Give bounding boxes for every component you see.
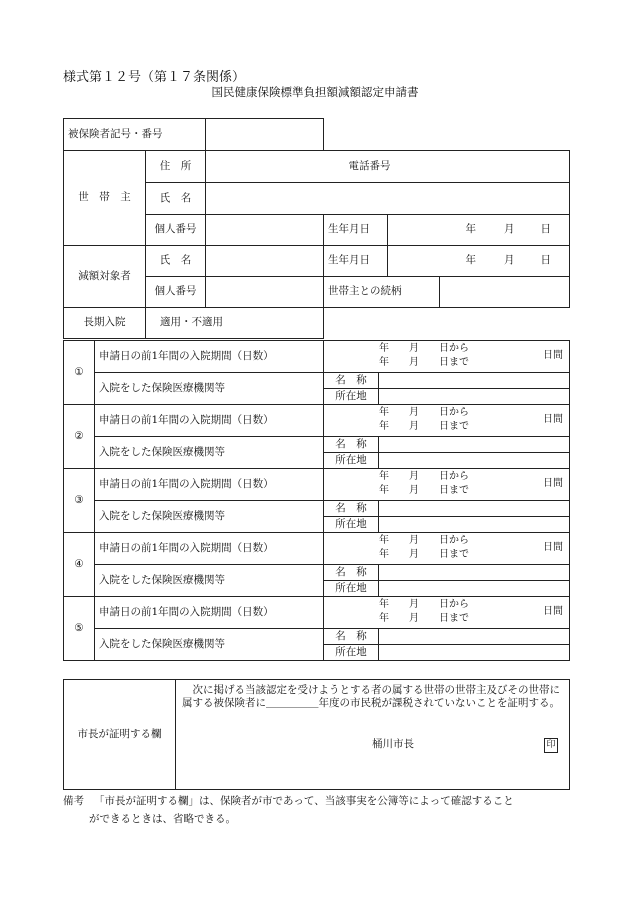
mayor-name: 桶川市長: [372, 738, 414, 751]
phone-label: 電話番号: [348, 159, 391, 172]
institution-address-field[interactable]: [379, 389, 570, 405]
period-to: 年 月 日まで: [379, 357, 469, 368]
institution-label: 入院をした保険医療機関等: [95, 629, 324, 661]
institution-name-label: 名 称: [324, 565, 379, 581]
householder-address-field[interactable]: [206, 151, 570, 183]
target-birth-field[interactable]: [388, 246, 570, 277]
institution-address-label: 所在地: [324, 645, 379, 661]
form-title: 国民健康保険標準負担額減額認定申請書: [211, 85, 419, 99]
period-to: 年 月 日まで: [379, 485, 469, 496]
period-field[interactable]: [324, 533, 570, 565]
institution-label: 入院をした保険医療機関等: [95, 565, 324, 597]
institution-address-field[interactable]: [379, 517, 570, 533]
period-field[interactable]: [324, 341, 570, 373]
householder-label: 世 帯 主: [64, 151, 146, 246]
householder-name-field[interactable]: [206, 183, 570, 215]
period-field[interactable]: [324, 597, 570, 629]
householder-address-label: 住 所: [146, 151, 206, 183]
row-number: ④: [64, 533, 95, 597]
birth-month-unit: 月: [504, 223, 515, 236]
certification-text-1: 次に掲げる当該認定を受けようとする者の属する世帯の世帯主及びその世帯に属する被保険者に: [182, 684, 560, 710]
remarks: [63, 793, 573, 829]
period-field[interactable]: [324, 469, 570, 501]
target-person-label: 減額対象者: [64, 246, 146, 308]
period-from: 年 月 日から: [379, 535, 469, 546]
householder-birth-label: 生年月日: [324, 215, 388, 246]
fiscal-year-blank[interactable]: ＿＿＿＿＿: [266, 697, 319, 710]
institution-address-label: 所在地: [324, 517, 379, 533]
institution-name-field[interactable]: [379, 437, 570, 453]
hospital-stay-table: [63, 340, 570, 661]
institution-address-field[interactable]: [379, 453, 570, 469]
period-to: 年 月 日まで: [379, 613, 469, 624]
institution-label: 入院をした保険医療機関等: [95, 501, 324, 533]
period-from: 年 月 日から: [379, 471, 469, 482]
birth-day-unit: 日: [540, 254, 552, 267]
period-days: 日間: [543, 542, 563, 553]
birth-day-unit: 日: [540, 223, 552, 236]
target-birth-label: 生年月日: [324, 246, 388, 277]
period-field[interactable]: [324, 405, 570, 437]
birth-year-unit: 年: [465, 254, 477, 267]
insured-number-field[interactable]: [206, 119, 324, 151]
seal-mark: 印: [544, 738, 558, 753]
period-label: 申請日の前1年間の入院期間（日数）: [95, 341, 324, 373]
institution-address-field[interactable]: [379, 581, 570, 597]
period-from: 年 月 日から: [379, 599, 469, 610]
remarks-line-2: ができるときは、省略できる。: [89, 812, 236, 825]
long-stay-label: 長期入院: [64, 308, 146, 339]
period-from: 年 月 日から: [379, 343, 469, 354]
target-personal-number-label: 個人番号: [146, 277, 206, 308]
row-number: ③: [64, 469, 95, 533]
period-from: 年 月 日から: [379, 407, 469, 418]
institution-name-field[interactable]: [379, 629, 570, 645]
certification-text-2: 年度の市民税が課税されていないことを証明する。: [318, 697, 560, 710]
row-number: ⑤: [64, 597, 95, 661]
period-label: 申請日の前1年間の入院期間（日数）: [95, 469, 324, 501]
period-label: 申請日の前1年間の入院期間（日数）: [95, 405, 324, 437]
remarks-line-1: 「市長が証明する欄」は、保険者が市であって、当該事実を公簿等によって確認すること: [94, 795, 514, 807]
institution-address-label: 所在地: [324, 389, 379, 405]
institution-name-label: 名 称: [324, 629, 379, 645]
householder-personal-number-label: 個人番号: [146, 215, 206, 246]
certification-label: 市長が証明する欄: [64, 680, 176, 790]
householder-birth-field[interactable]: [388, 215, 570, 246]
remarks-label: 備考: [63, 795, 84, 807]
relation-label: 世帯主との続柄: [324, 277, 440, 308]
birth-month-unit: 月: [504, 254, 515, 267]
target-personal-number-field[interactable]: [206, 277, 324, 308]
period-days: 日間: [543, 606, 563, 617]
period-days: 日間: [543, 350, 563, 361]
institution-name-label: 名 称: [324, 437, 379, 453]
institution-address-field[interactable]: [379, 645, 570, 661]
period-days: 日間: [543, 414, 563, 425]
target-name-label: 氏 名: [146, 246, 206, 277]
institution-name-field[interactable]: [379, 565, 570, 581]
target-name-field[interactable]: [206, 246, 324, 277]
householder-name-label: 氏 名: [146, 183, 206, 215]
relation-field[interactable]: [440, 277, 570, 308]
period-label: 申請日の前1年間の入院期間（日数）: [95, 597, 324, 629]
period-to: 年 月 日まで: [379, 421, 469, 432]
certification-table: [63, 679, 570, 790]
application-table: [63, 118, 570, 339]
certification-body: [176, 680, 570, 790]
period-days: 日間: [543, 478, 563, 489]
householder-personal-number-field[interactable]: [206, 215, 324, 246]
institution-name-field[interactable]: [379, 373, 570, 389]
institution-name-label: 名 称: [324, 501, 379, 517]
long-stay-option[interactable]: 適用・不適用: [160, 316, 223, 329]
institution-label: 入院をした保険医療機関等: [95, 437, 324, 469]
period-label: 申請日の前1年間の入院期間（日数）: [95, 533, 324, 565]
institution-name-label: 名 称: [324, 373, 379, 389]
birth-year-unit: 年: [465, 223, 477, 236]
form-number: 様式第１２号（第１７条関係）: [63, 70, 246, 85]
row-number: ①: [64, 341, 95, 405]
institution-address-label: 所在地: [324, 453, 379, 469]
institution-label: 入院をした保険医療機関等: [95, 373, 324, 405]
institution-name-field[interactable]: [379, 501, 570, 517]
row-number: ②: [64, 405, 95, 469]
institution-address-label: 所在地: [324, 581, 379, 597]
period-to: 年 月 日まで: [379, 549, 469, 560]
insured-number-label: 被保険者記号・番号: [64, 119, 206, 151]
